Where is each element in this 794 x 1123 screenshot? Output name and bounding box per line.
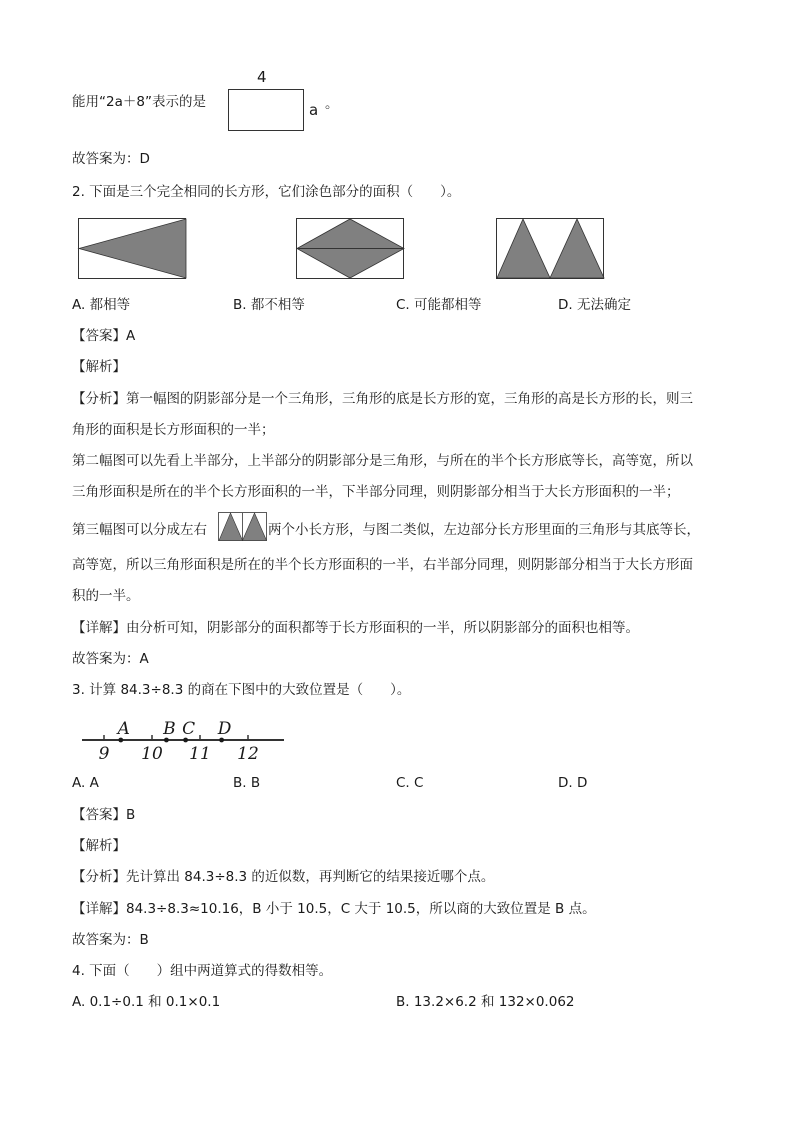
figure-rectangle bbox=[228, 89, 304, 131]
q2-option-a[interactable]: A. 都相等 bbox=[72, 297, 131, 313]
q3-analysis: 【分析】先计算出 84.3÷8.3 的近似数，再判断它的结果接近哪个点。 bbox=[72, 869, 495, 885]
q2-analysis-line-1: 【分析】第一幅图的阴影部分是一个三角形，三角形的底是长方形的宽，三角形的高是长方形的长，则三 bbox=[72, 391, 693, 407]
q2-analysis-line-2: 角形的面积是长方形面积的一半； bbox=[72, 422, 275, 438]
q4-option-b[interactable]: B. 13.2×6.2 和 132×0.062 bbox=[396, 994, 575, 1010]
q2-figure-2 bbox=[296, 218, 406, 280]
tick-label-9: 9 bbox=[98, 744, 110, 764]
tick-label-12: 12 bbox=[237, 744, 259, 764]
q2-inline-figure bbox=[218, 512, 268, 542]
period: 。 bbox=[325, 96, 339, 112]
intro-text: 能用“2a＋8”表示的是 bbox=[72, 94, 206, 110]
point-label-D: D bbox=[217, 719, 232, 739]
q2-option-d[interactable]: D. 无法确定 bbox=[558, 297, 631, 313]
q3-option-d[interactable]: D. D bbox=[558, 775, 588, 791]
q2-option-c[interactable]: C. 可能都相等 bbox=[396, 297, 482, 313]
q2-third-line-after: 两个小长方形，与图二类似，左边部分长方形里面的三角形与其底等长， bbox=[268, 522, 700, 538]
tick-label-10: 10 bbox=[141, 744, 163, 764]
q4-option-a[interactable]: A. 0.1÷0.1 和 0.1×0.1 bbox=[72, 994, 221, 1010]
q3-option-b[interactable]: B. B bbox=[233, 775, 261, 791]
q2-third-line-before: 第三幅图可以分成左右 bbox=[72, 522, 207, 538]
q2-analysis-line-4: 三角形面积是所在的半个长方形面积的一半，下半部分同理，则阴影部分相当于大长方形面积的一半； bbox=[72, 484, 680, 500]
q2-figure-1 bbox=[78, 218, 188, 280]
q2-stem: 2. 下面是三个完全相同的长方形，它们涂色部分的面积（ ）。 bbox=[72, 184, 461, 200]
q2-detail: 【详解】由分析可知，阴影部分的面积都等于长方形面积的一半，所以阴影部分的面积也相等。 bbox=[72, 620, 639, 636]
q2-analysis-tag: 【解析】 bbox=[72, 359, 126, 375]
figure-side-label: a bbox=[309, 101, 319, 119]
figure-top-label: 4 bbox=[257, 68, 267, 86]
q2-analysis-line-3: 第二幅图可以先看上半部分，上半部分的阴影部分是三角形，与所在的半个长方形底等长，高等宽，所以 bbox=[72, 453, 693, 469]
q3-final-answer: 故答案为：B bbox=[72, 932, 149, 948]
q3-option-a[interactable]: A. A bbox=[72, 775, 99, 791]
q2-analysis-tail-2: 积的一半。 bbox=[72, 588, 140, 604]
q3-option-c[interactable]: C. C bbox=[396, 775, 424, 791]
point-label-B: B bbox=[163, 719, 176, 739]
q2-final-answer: 故答案为：A bbox=[72, 651, 149, 667]
q2-option-b[interactable]: B. 都不相等 bbox=[233, 297, 305, 313]
q3-number-line bbox=[80, 712, 290, 767]
q2-figure-3 bbox=[496, 218, 606, 280]
q3-analysis-tag: 【解析】 bbox=[72, 838, 126, 854]
q2-analysis-tail-1: 高等宽，所以三角形面积是所在的半个长方形面积的一半，右半部分同理，则阴影部分相当于大长方形面 bbox=[72, 557, 693, 573]
q4-stem: 4. 下面（ ）组中两道算式的得数相等。 bbox=[72, 963, 333, 979]
q2-answer-tag: 【答案】A bbox=[72, 328, 136, 344]
point-label-C: C bbox=[182, 719, 196, 739]
point-label-A: A bbox=[117, 719, 130, 739]
prev-answer: 故答案为：D bbox=[72, 151, 150, 167]
q3-stem: 3. 计算 84.3÷8.3 的商在下图中的大致位置是（ ）。 bbox=[72, 682, 411, 698]
tick-label-11: 11 bbox=[189, 744, 211, 764]
q3-answer-tag: 【答案】B bbox=[72, 807, 136, 823]
q3-detail: 【详解】84.3÷8.3≈10.16，B 小于 10.5，C 大于 10.5，所以商的大致位置是 B 点。 bbox=[72, 901, 596, 917]
